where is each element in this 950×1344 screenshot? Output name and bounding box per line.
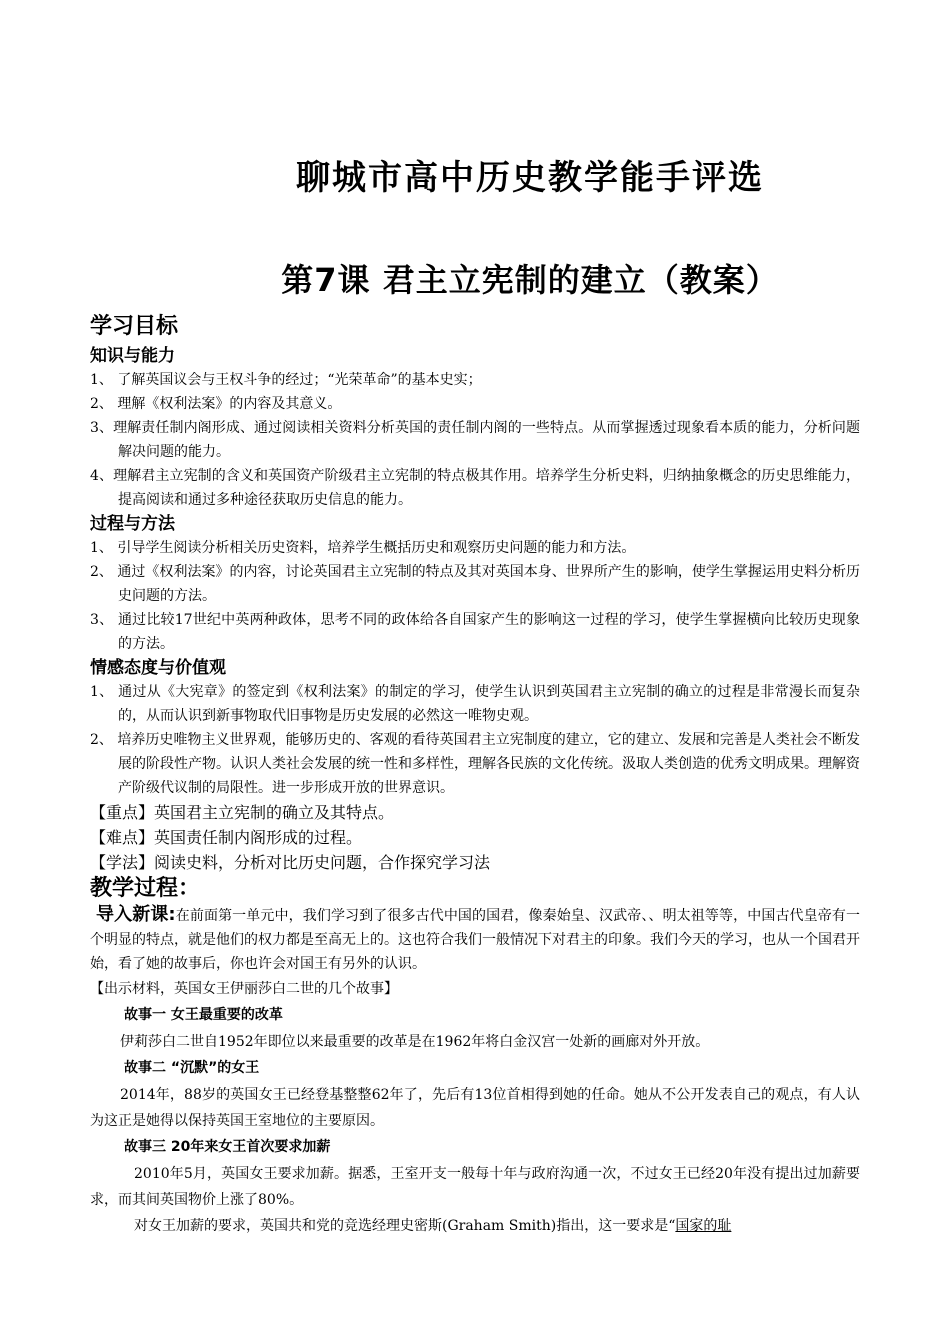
story-text: 2010年5月，英国女王要求加薪。据悉，王室开支一般每十年与政府沟通一次，不过女王已经20年没有提出过加薪要求，而其间英国物价上涨了80%。 (90, 1166, 860, 1208)
objectives-heading: 学习目标 (90, 314, 179, 339)
values-item: 1、 通过从《大宪章》的签定到《权利法案》的制定的学习，使学生认识到英国君主立宪制的确立的过程是非常漫长而复杂的，从而认识到新事物取代旧事物是历史发展的必然这一唯物史观。 (90, 684, 860, 724)
intro-text: 在前面第一单元中，我们学习到了很多古代中国的国君，像秦始皇、汉武帝、、明太祖等等，中国古代皇帝有一个明显的特点，就是他们的权力都是至高无上的。这也符合我们一般情况下对君主的印象。我们今天的学习，也从一个国君开始，看了她的故事后，你也许会对国王有另外的认识。 (90, 908, 860, 972)
story-title: 故事三 20年来女王首次要求加薪 (124, 1139, 331, 1155)
knowledge-item: 4、理解君主立宪制的含义和英国资产阶级君主立宪制的特点极其作用。培养学生分析史料，归纳抽象概念的历史思维能力，提高阅读和通过多种途径获取历史信息的能力。 (90, 468, 860, 508)
closing-underlined-text: 国家的耻 (675, 1218, 732, 1234)
story-text: 伊莉莎白二世自1952年即位以来最重要的改革是在1962年将白金汉宫一处新的画廊对外开放。 (120, 1034, 710, 1050)
story-title: 故事一 女王最重要的改革 (124, 1007, 283, 1023)
process-item: 1、 引导学生阅读分析相关历史资料，培养学生概括历史和观察历史问题的能力和方法。 (90, 540, 636, 556)
process-item: 3、 通过比较17世纪中英两种政体，思考不同的政体给各自国家产生的影响这一过程的学习，使学生掌握横向比较历史现象的方法。 (90, 612, 860, 652)
key-focus: 【重点】英国君主立宪制的确立及其特点。 (90, 803, 395, 822)
story-text: 2014年，88岁的英国女王已经登基整整62年了，先后有13位首相得到她的任命。她从不公开发表自己的观点，有人认为这正是她得以保持英国王室地位的主要原因。 (90, 1087, 860, 1129)
key-method: 【学法】阅读史料，分析对比历史问题，合作探究学习法 (90, 853, 491, 872)
intro-paragraph (90, 903, 860, 976)
knowledge-item: 1、 了解英国议会与王权斗争的经过；“光荣革命”的基本史实； (90, 372, 482, 388)
intro-label: 导入新课: (96, 904, 176, 925)
closing-text: 对女王加薪的要求，英国共和党的竞选经理史密斯(Graham Smith)指出，这一要求是“ (134, 1218, 676, 1234)
closing-paragraph (90, 1213, 860, 1239)
document-body (90, 308, 860, 1239)
values-heading: 情感态度与价值观 (90, 658, 226, 678)
teaching-process-heading: 教学过程： (90, 876, 201, 901)
process-heading: 过程与方法 (90, 514, 175, 534)
knowledge-item: 3、理解责任制内阁形成、通过阅读相关资料分析英国的责任制内阁的一些特点。从而掌握透过现象看本质的能力，分析问题解决问题的能力。 (90, 420, 860, 460)
key-difficulty: 【难点】英国责任制内阁形成的过程。 (90, 828, 363, 847)
knowledge-item: 2、 理解《权利法案》的内容及其意义。 (90, 396, 342, 412)
material-note: 【出示材料，英国女王伊丽莎白二世的几个故事】 (90, 981, 398, 997)
values-item: 2、 培养历史唯物主义世界观，能够历史的、客观的看待英国君主立宪制度的建立，它的建立、发展和完善是人类社会不断发展的阶段性产物。认识人类社会发展的统一性和多样性，理解各民族的文化传统。汲取人类创造的优秀文明成果。理解资产阶级代议制的局限性。进一步形成开放的世界意识。 (90, 732, 860, 796)
story-title: 故事二 “沉默”的女王 (124, 1060, 260, 1076)
knowledge-heading: 知识与能力 (90, 346, 175, 366)
process-item: 2、 通过《权利法案》的内容，讨论英国君主立宪制的特点及其对英国本身、世界所产生的影响，使学生掌握运用史料分析历史问题的方法。 (90, 564, 860, 604)
lesson-title: 第7课 君主立宪制的建立（教案） (281, 261, 779, 299)
contest-title: 聊城市高中历史教学能手评选 (296, 158, 764, 198)
